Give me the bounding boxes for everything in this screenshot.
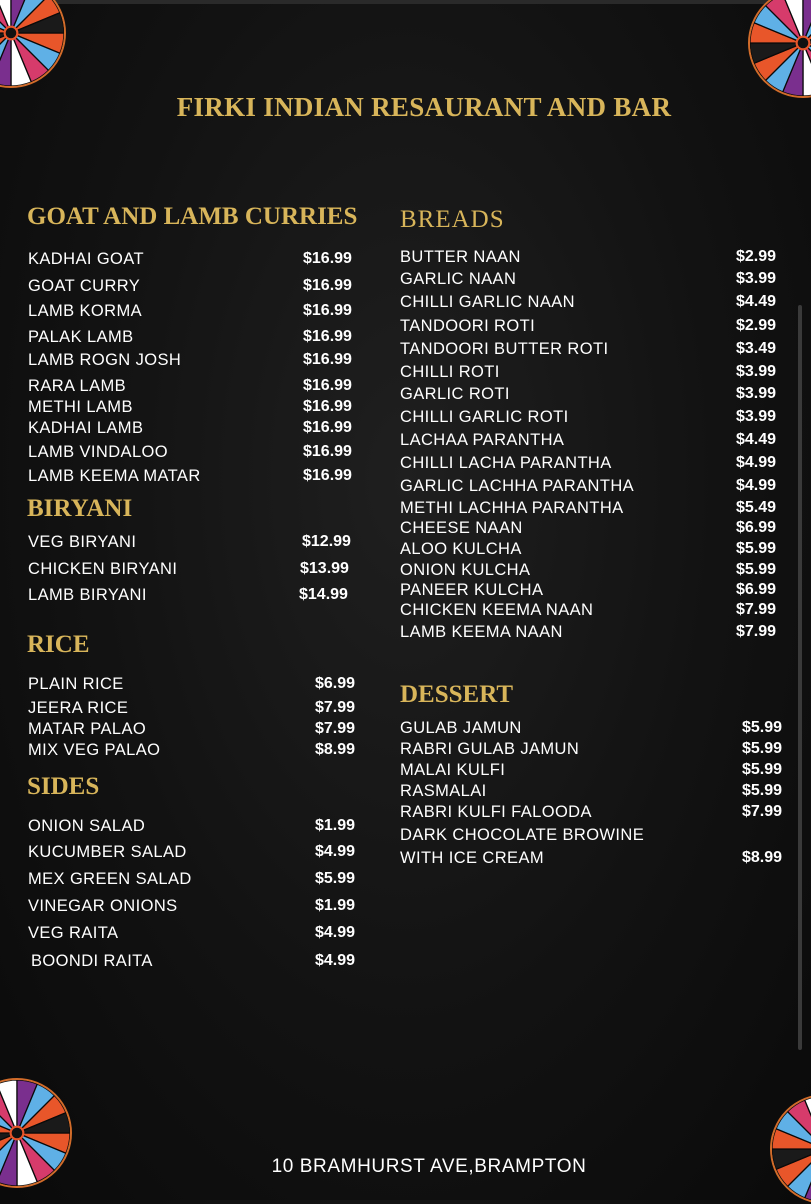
menu-item-name: MIX VEG PALAO (28, 741, 161, 759)
menu-item-price: $7.99 (736, 623, 777, 640)
menu-item-price: $1.99 (315, 817, 356, 834)
menu-item-price: $7.99 (742, 803, 783, 820)
section-heading-goat-lamb: GOAT AND LAMB CURRIES (27, 203, 358, 230)
menu-item-name: METHI LACHHA PARANTHA (400, 499, 624, 517)
menu-item-price: $2.99 (736, 317, 777, 334)
menu-item-name: LAMB KEEMA MATAR (28, 467, 201, 485)
menu-item-price: $4.99 (736, 454, 777, 471)
menu-item-price: $16.99 (303, 443, 352, 460)
menu-item-name: GARLIC LACHHA PARANTHA (400, 477, 635, 495)
restaurant-title: FIRKI INDIAN RESAURANT AND BAR (176, 92, 672, 122)
menu-item-name: LAMB VINDALOO (28, 443, 168, 461)
menu-item-price: $16.99 (303, 351, 352, 368)
color-wheel-icon (0, 0, 66, 88)
menu-item-name: KUCUMBER SALAD (28, 843, 187, 861)
menu-item-name: BUTTER NAAN (400, 248, 521, 266)
menu-item-name: VEG RAITA (28, 924, 119, 942)
menu-item-price: $2.99 (736, 248, 777, 265)
menu-item-name: MALAI KULFI (400, 761, 506, 779)
menu-item-price: $3.99 (736, 270, 777, 287)
menu-item-price: $4.99 (315, 952, 356, 969)
menu-item-name: LAMB KEEMA NAAN (400, 623, 563, 641)
menu-item-price: $6.99 (736, 519, 777, 536)
color-wheel-icon (748, 0, 811, 98)
menu-item-name: GARLIC NAAN (400, 270, 517, 288)
menu-item-price: $16.99 (303, 302, 352, 319)
menu-item-name: LAMB BIRYANI (28, 586, 147, 604)
menu-item-price: $5.99 (742, 761, 783, 778)
menu-item-price: $5.99 (736, 561, 777, 578)
menu-item-name: LAMB KORMA (28, 302, 143, 320)
scrollbar[interactable] (798, 305, 802, 1050)
menu-item-name: CHEESE NAAN (400, 519, 523, 537)
menu-item-price: $16.99 (303, 398, 352, 415)
menu-item-name: RABRI GULAB JAMUN (400, 740, 580, 758)
restaurant-address: 10 BRAMHURST AVE,BRAMPTON (271, 1156, 587, 1177)
menu-item-price: $4.99 (315, 924, 356, 941)
menu-item-price: $7.99 (736, 601, 777, 618)
menu-item-name: DARK CHOCOLATE BROWINE (400, 826, 645, 844)
menu-item-price: $16.99 (303, 250, 352, 267)
menu-item-name: LACHAA PARANTHA (400, 431, 565, 449)
menu-item-name: GULAB JAMUN (400, 719, 522, 737)
section-heading-dessert: DESSERT (400, 681, 514, 708)
menu-item-price: $5.99 (742, 782, 783, 799)
menu-item-price: $5.99 (742, 719, 783, 736)
menu-item-price: $5.49 (736, 499, 777, 516)
section-heading-biryani: BIRYANI (27, 495, 133, 522)
menu-item-price: $4.49 (736, 431, 777, 448)
menu-item-name: RARA LAMB (28, 377, 127, 395)
menu-item-price: $1.99 (315, 897, 356, 914)
menu-item-name: CHILLI LACHA PARANTHA (400, 454, 612, 472)
menu-item-price: $13.99 (300, 560, 349, 577)
menu-item-price: $6.99 (315, 675, 356, 692)
menu-item-price: $4.99 (736, 477, 777, 494)
menu-item-name: JEERA RICE (28, 699, 129, 717)
menu-item-price: $7.99 (315, 699, 356, 716)
color-wheel-icon (770, 1094, 811, 1204)
menu-item-name: CHILLI ROTI (400, 363, 500, 381)
menu-item-name: VINEGAR ONIONS (28, 897, 178, 915)
menu-item-name: MEX GREEN SALAD (28, 870, 192, 888)
menu-item-price: $16.99 (303, 467, 352, 484)
menu-item-price: $3.49 (736, 340, 777, 357)
menu-item-name: CHICKEN KEEMA NAAN (400, 601, 594, 619)
menu-item-price: $6.99 (736, 581, 777, 598)
top-edge (0, 0, 811, 4)
section-heading-sides: SIDES (27, 773, 100, 800)
menu-item-name: CHILLI GARLIC ROTI (400, 408, 569, 426)
menu-item-name: WITH ICE CREAM (400, 849, 545, 867)
menu-item-name: LAMB ROGN JOSH (28, 351, 182, 369)
menu-item-name: PALAK LAMB (28, 328, 134, 346)
menu-item-name: PANEER KULCHA (400, 581, 544, 599)
menu-item-name: TANDOORI ROTI (400, 317, 536, 335)
menu-item-name: TANDOORI BUTTER ROTI (400, 340, 609, 358)
menu-item-name: CHICKEN BIRYANI (28, 560, 178, 578)
menu-item-name: ONION KULCHA (400, 561, 531, 579)
menu-item-price: $8.99 (315, 741, 356, 758)
menu-item-price: $16.99 (303, 377, 352, 394)
menu-item-name: ONION SALAD (28, 817, 146, 835)
menu-item-price: $5.99 (736, 540, 777, 557)
menu-item-price: $3.99 (736, 385, 777, 402)
menu-item-name: PLAIN RICE (28, 675, 124, 693)
menu-item-price: $4.99 (315, 843, 356, 860)
menu-item-name: RABRI KULFI FALOODA (400, 803, 592, 821)
menu-item-price: $3.99 (736, 363, 777, 380)
menu-item-name: GOAT CURRY (28, 277, 141, 295)
menu-item-name: KADHAI LAMB (28, 419, 144, 437)
menu-item-price: $16.99 (303, 328, 352, 345)
menu-item-price: $4.49 (736, 293, 777, 310)
menu-item-name: MATAR PALAO (28, 720, 147, 738)
menu-item-name: VEG BIRYANI (28, 533, 137, 551)
menu-item-price: $5.99 (315, 870, 356, 887)
menu-item-price: $7.99 (315, 720, 356, 737)
menu-item-name: METHI LAMB (28, 398, 133, 416)
menu-item-price: $14.99 (299, 586, 348, 603)
menu-item-name: KADHAI GOAT (28, 250, 144, 268)
menu-item-price: $8.99 (742, 849, 783, 866)
menu-item-price: $16.99 (303, 419, 352, 436)
menu-item-name: BOONDI RAITA (31, 952, 153, 970)
section-heading-breads: BREADS (400, 206, 505, 233)
menu-item-price: $12.99 (302, 533, 351, 550)
menu-item-price: $5.99 (742, 740, 783, 757)
menu-item-price: $16.99 (303, 277, 352, 294)
menu-item-name: ALOO KULCHA (400, 540, 522, 558)
menu-item-name: CHILLI GARLIC NAAN (400, 293, 575, 311)
menu-item-price: $3.99 (736, 408, 777, 425)
menu-item-name: GARLIC ROTI (400, 385, 510, 403)
section-heading-rice: RICE (27, 631, 90, 658)
menu-item-name: RASMALAI (400, 782, 487, 800)
